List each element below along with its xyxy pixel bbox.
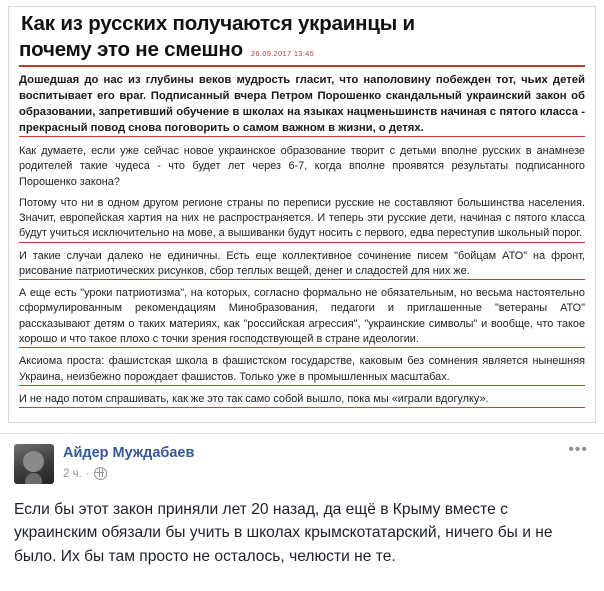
article-paragraph: Аксиома проста: фашистская школа в фашистском государстве, каковым без сомнения является нынешняя Украина, неизбежно порождает фашистов. Только уже в промышленных масштабах. — [19, 354, 585, 386]
globe-icon — [94, 467, 107, 480]
post-time[interactable]: 2 ч. — [63, 467, 82, 480]
post-header — [14, 434, 590, 484]
post-submeta: 2 ч. · — [63, 467, 194, 480]
headline-line-1: Как из русских получаются украинцы и — [21, 12, 415, 35]
red-divider — [19, 65, 585, 67]
article-paragraph: И такие случаи далеко не единичны. Есть еще коллективное сочинение писем "бойцам АТО" на фронт, рисование патриотических рисунков, сбор теплых вещей, денег и сладостей для них же. — [19, 249, 585, 281]
article-paragraph: Как думаете, если уже сейчас новое украинское образование творит с детьми вполне русских в анамнезе родителей такие чудеса - что будет лет через 6-7, когда вполне проявятся результаты подписанного Порошенко закона? — [19, 145, 585, 188]
ellipsis-icon[interactable]: ••• — [568, 441, 588, 459]
article-paragraph: И не надо потом спрашивать, как же это так само собой вышло, пока мы «играли вдогулку». — [19, 392, 585, 408]
article-paragraph: Потому что ни в одном другом регионе страны по переписи русские не составляют большинства населения. Значит, европейская хартия на них не распространяется. И теперь эти русские дети, начиная с пятого класса будут учиться исключительно на мове, а вышиванки будут носить с первого, едва переступив школьный порог. — [19, 196, 585, 243]
article-card — [8, 6, 596, 423]
social-post — [0, 433, 604, 568]
post-author-name[interactable]: Айдер Муждабаев — [63, 445, 195, 462]
headline-line-2: почему это не смешно — [19, 37, 243, 61]
article-paragraph: А еще есть "уроки патриотизма", на которых, согласно формально не обязательным, но весьма настоятельно сформулированным рекомендациям Минобразования, педагоги и приглашенные "ветераны АТО" рассказывают детям о таких материях, как "российская агрессия", "украинские символы" и вообще, что такое хорошо и что такое плохо с точки зрения господствующей в стране идеологии. — [19, 286, 585, 348]
avatar[interactable] — [14, 444, 54, 484]
article-lead: Дошедшая до нас из глубины веков мудрость гласит, что наполовину побежден тот, чьих детей воспитывает его враг. Подписанный вчера Петром Порошенко скандальный украинский закон об образовании, запретивший обучение в школах на языках нацменьшинств начиная с пятого класса - прекрасный повод снова поговорить о самом важном в жизни, о детях. — [19, 72, 585, 137]
article-timestamp: 26.09.2017 13:45 — [250, 48, 315, 58]
post-meta — [63, 444, 194, 480]
page-root — [0, 6, 604, 591]
headline-row — [19, 38, 585, 62]
post-text: Если бы этот закон приняли лет 20 назад, да ещё в Крыму вместе с украинским обязали бы учить в школах крымскотатарский, ничего бы и не было. Их бы там просто не осталось, челюсти не те. — [14, 501, 553, 565]
